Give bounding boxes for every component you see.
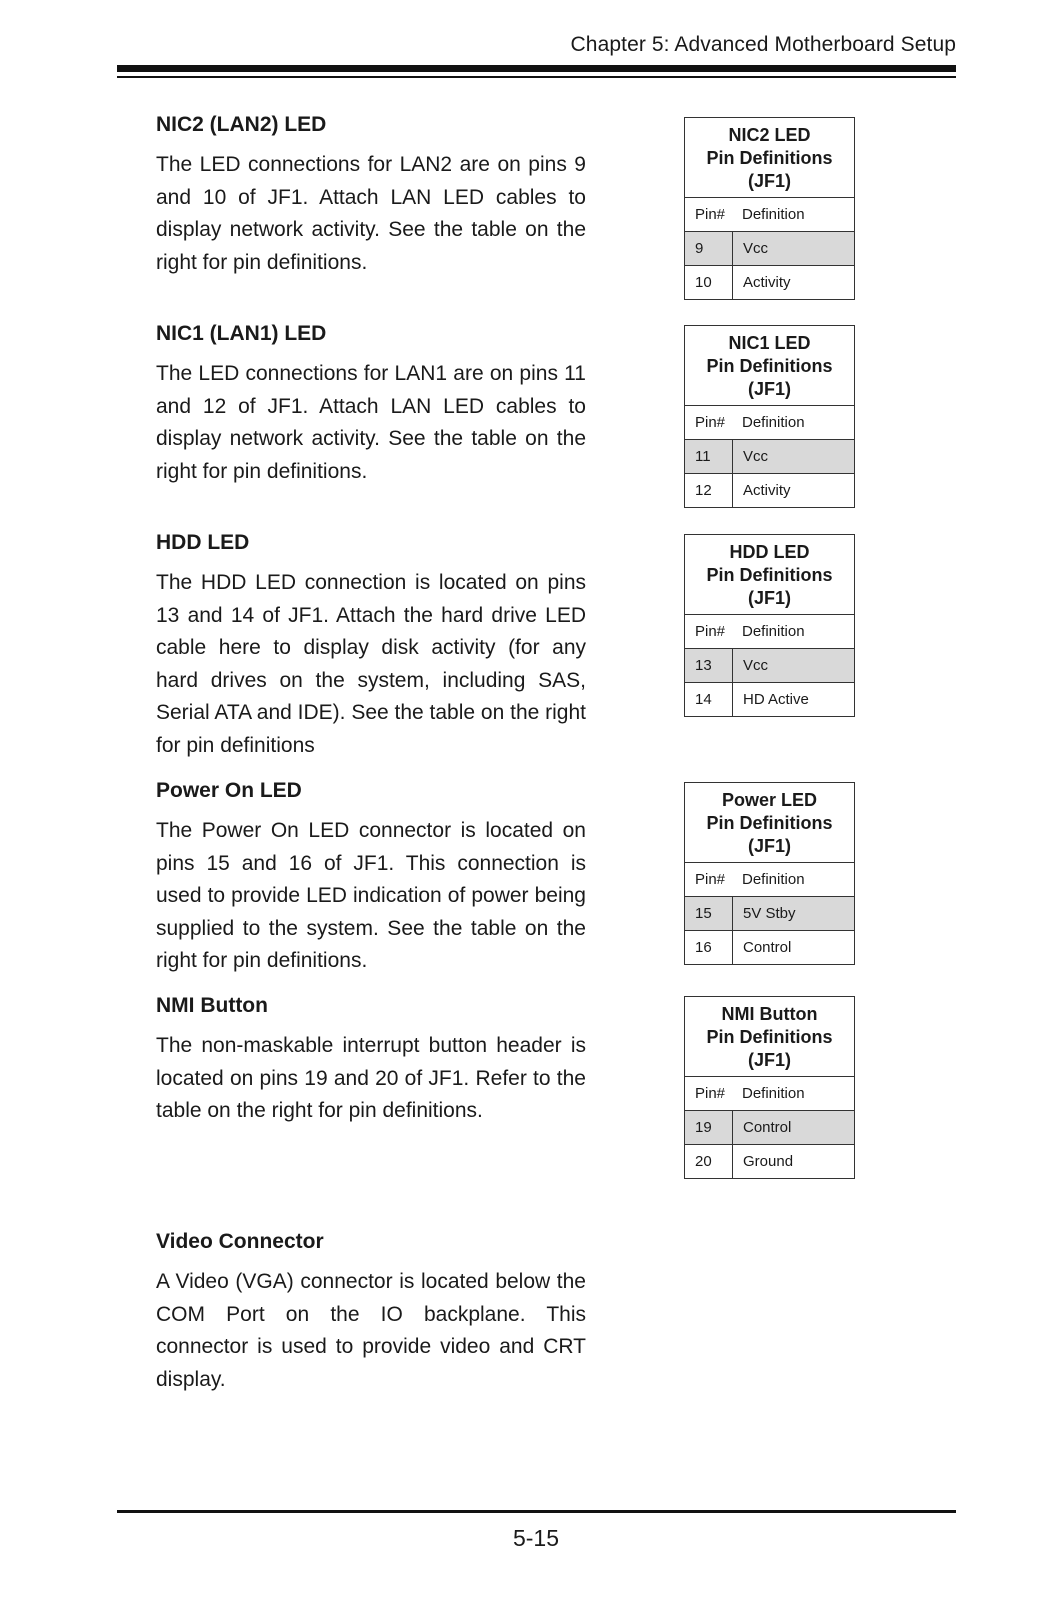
section-body: The non-maskable interrupt button header is located on pins 19 and 20 of JF1. Refer to the table on the right for pin definitions. bbox=[156, 1034, 586, 1122]
column-pin-header: Pin# bbox=[695, 871, 726, 888]
pin-cell: 15 bbox=[685, 897, 733, 930]
table-title-line: Pin Definitions bbox=[706, 813, 833, 833]
table-title-line: Pin Definitions bbox=[706, 356, 833, 376]
section-power-on-led bbox=[156, 778, 586, 978]
pin-table-nic2-led bbox=[684, 117, 855, 300]
table-row bbox=[685, 266, 854, 299]
section-title: Video Connector bbox=[156, 1230, 324, 1253]
column-pin-header: Pin# bbox=[695, 1085, 726, 1102]
table-title-line: (JF1) bbox=[747, 1050, 791, 1070]
section-body: The Power On LED connector is located on pins 15 and 16 of JF1. This connection is used to provide LED indication of power being supplied to the system. See the table on the right for pin definitions. bbox=[156, 819, 586, 972]
definition-cell: Control bbox=[743, 1119, 792, 1136]
table-title-line: (JF1) bbox=[747, 588, 791, 608]
pin-table-nmi-button bbox=[684, 996, 855, 1179]
section-title: NIC2 (LAN2) LED bbox=[156, 113, 327, 136]
section-nic1-led bbox=[156, 321, 586, 488]
table-title-line: NIC2 LED bbox=[728, 125, 811, 145]
pin-cell: 16 bbox=[685, 931, 733, 964]
column-definition-header: Definition bbox=[742, 623, 805, 640]
pin-cell: 11 bbox=[685, 440, 733, 473]
column-definition-header: Definition bbox=[742, 1085, 805, 1102]
table-title-line: NIC1 LED bbox=[728, 333, 811, 353]
table-title-line: HDD LED bbox=[729, 542, 810, 562]
definition-cell: Activity bbox=[743, 482, 791, 499]
table-column-header bbox=[685, 198, 854, 232]
header-rule-thin bbox=[117, 76, 956, 78]
table-title-line: (JF1) bbox=[747, 171, 791, 191]
table-column-header bbox=[685, 406, 854, 440]
table-row bbox=[685, 1111, 854, 1145]
table-title bbox=[685, 997, 854, 1077]
section-hdd-led bbox=[156, 530, 586, 762]
table-title-line: NMI Button bbox=[721, 1004, 818, 1024]
column-pin-header: Pin# bbox=[695, 623, 726, 640]
definition-cell: Ground bbox=[743, 1153, 794, 1170]
pin-table-power-led bbox=[684, 782, 855, 965]
section-nmi-button bbox=[156, 993, 586, 1128]
section-body: The LED connections for LAN1 are on pins 11 and 12 of JF1. Attach LAN LED cables to display network activity. See the table on the right for pin definitions. bbox=[156, 362, 586, 483]
pin-cell: 9 bbox=[685, 232, 733, 265]
section-title: Power On LED bbox=[156, 779, 302, 802]
column-pin-header: Pin# bbox=[695, 206, 726, 223]
section-body: The HDD LED connection is located on pins 13 and 14 of JF1. Attach the hard drive LED cable here to display disk activity (for any hard drives on the system, including SAS, Serial ATA and IDE). See the table on the right for pin definitions bbox=[156, 571, 586, 757]
pin-cell: 14 bbox=[685, 683, 733, 716]
column-pin-header: Pin# bbox=[695, 414, 726, 431]
table-title-line: (JF1) bbox=[747, 836, 791, 856]
section-nic2-led bbox=[156, 112, 586, 279]
section-body: A Video (VGA) connector is located below the COM Port on the IO backplane. This connector is used to provide video and CRT display. bbox=[156, 1270, 586, 1391]
table-row bbox=[685, 931, 854, 964]
table-row bbox=[685, 232, 854, 266]
table-title-line: (JF1) bbox=[747, 379, 791, 399]
definition-cell: Control bbox=[743, 939, 792, 956]
pin-cell: 13 bbox=[685, 649, 733, 682]
definition-cell: HD Active bbox=[743, 691, 809, 708]
section-title: NMI Button bbox=[156, 994, 268, 1017]
page-number: 5-15 bbox=[512, 1525, 560, 1551]
footer-rule bbox=[117, 1510, 956, 1513]
table-column-header bbox=[685, 1077, 854, 1111]
table-title bbox=[685, 118, 854, 198]
pin-cell: 10 bbox=[685, 266, 733, 299]
pin-cell: 12 bbox=[685, 474, 733, 507]
table-row bbox=[685, 683, 854, 716]
definition-cell: Vcc bbox=[743, 657, 769, 674]
section-video-connector bbox=[156, 1229, 586, 1396]
chapter-title: Chapter 5: Advanced Motherboard Setup bbox=[570, 33, 956, 56]
table-title bbox=[685, 326, 854, 406]
table-column-header bbox=[685, 863, 854, 897]
table-title-line: Pin Definitions bbox=[706, 565, 833, 585]
column-definition-header: Definition bbox=[742, 206, 805, 223]
table-row bbox=[685, 649, 854, 683]
table-column-header bbox=[685, 615, 854, 649]
column-definition-header: Definition bbox=[742, 871, 805, 888]
pin-table-nic1-led bbox=[684, 325, 855, 508]
table-row bbox=[685, 474, 854, 507]
header-rule-thick bbox=[117, 65, 956, 72]
definition-cell: Vcc bbox=[743, 240, 769, 257]
table-title-line: Pin Definitions bbox=[706, 1027, 833, 1047]
table-title-line: Power LED bbox=[721, 790, 818, 810]
pin-cell: 19 bbox=[685, 1111, 733, 1144]
table-title bbox=[685, 535, 854, 615]
definition-cell: 5V Stby bbox=[743, 905, 796, 922]
definition-cell: Vcc bbox=[743, 448, 769, 465]
definition-cell: Activity bbox=[743, 274, 791, 291]
section-title: HDD LED bbox=[156, 531, 250, 554]
table-title-line: Pin Definitions bbox=[706, 148, 833, 168]
pin-cell: 20 bbox=[685, 1145, 733, 1178]
pin-table-hdd-led bbox=[684, 534, 855, 717]
column-definition-header: Definition bbox=[742, 414, 805, 431]
table-row bbox=[685, 897, 854, 931]
table-row bbox=[685, 1145, 854, 1178]
section-title: NIC1 (LAN1) LED bbox=[156, 322, 327, 345]
table-title bbox=[685, 783, 854, 863]
section-body: The LED connections for LAN2 are on pins 9 and 10 of JF1. Attach LAN LED cables to display network activity. See the table on the right for pin definitions. bbox=[156, 153, 586, 274]
table-row bbox=[685, 440, 854, 474]
